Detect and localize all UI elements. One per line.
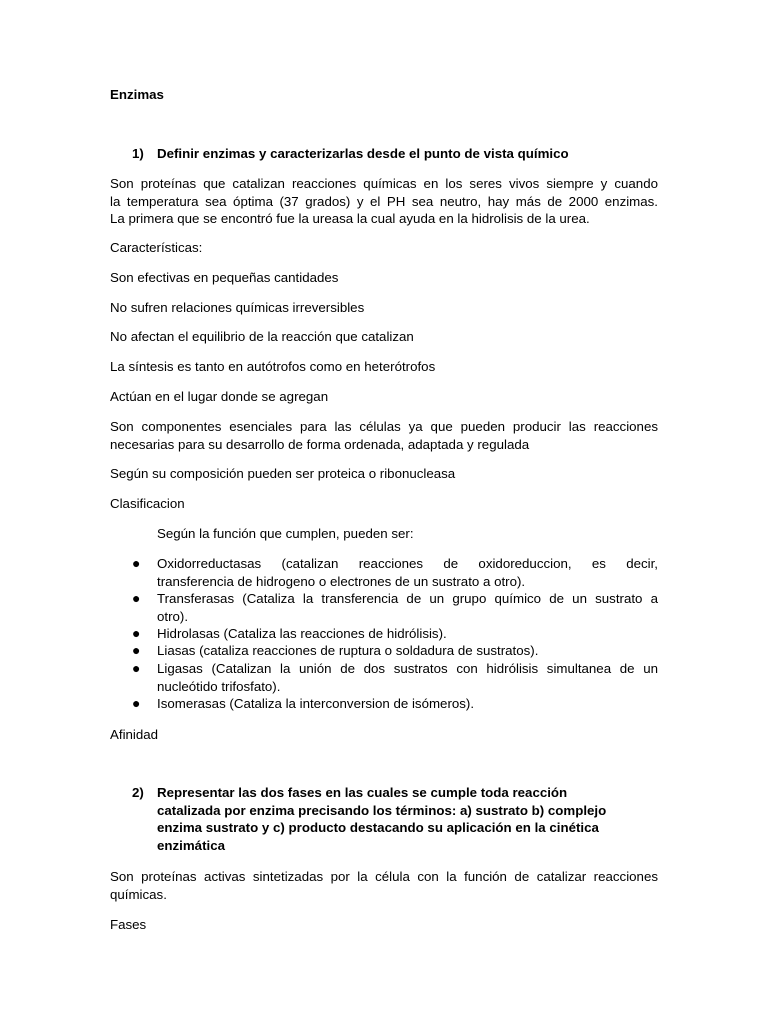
phases-label: Fases bbox=[110, 917, 147, 932]
answer-2-paragraph bbox=[110, 868, 658, 903]
bullet-icon: ● bbox=[132, 555, 141, 571]
characteristic-item: No afectan el equilibrio de la reacción que catalizan bbox=[110, 329, 414, 344]
document-title: Enzimas bbox=[110, 87, 164, 102]
characteristic-item: Son efectivas en pequeñas cantidades bbox=[110, 270, 339, 285]
bullet-item bbox=[157, 642, 658, 660]
bullet-item bbox=[157, 695, 658, 713]
bullet-icon: ● bbox=[132, 590, 141, 606]
bullet-line: Transferasas (Cataliza la transferencia de un grupo químico de un sustrato a bbox=[157, 591, 658, 606]
question-2-heading bbox=[157, 784, 637, 854]
bullet-line: Hidrolasas (Cataliza las reacciones de hidrólisis). bbox=[157, 626, 447, 641]
characteristic-item: Actúan en el lugar donde se agregan bbox=[110, 389, 329, 404]
bullet-icon: ● bbox=[132, 660, 141, 676]
bullet-line: Isomerasas (Cataliza la interconversion de isómeros). bbox=[157, 696, 475, 711]
bullet-line: otro). bbox=[157, 608, 189, 624]
question-1-heading: Definir enzimas y caracterizarlas desde el punto de vista químico bbox=[157, 146, 569, 161]
components-line: Son componentes esenciales para las células ya que pueden producir las reacciones bbox=[110, 419, 658, 434]
classification-label: Clasificacion bbox=[110, 496, 185, 511]
bullet-line: nucleótido trifosfato). bbox=[157, 678, 281, 694]
answer-2-line: Son proteínas activas sintetizadas por la célula con la función de catalizar reacciones bbox=[110, 869, 658, 884]
question-2-number: 2) bbox=[132, 785, 144, 800]
question-2-line: enzimática bbox=[157, 837, 225, 853]
answer-1-paragraph bbox=[110, 175, 658, 228]
components-line: necesarias para su desarrollo de forma ordenada, adaptada y regulada bbox=[110, 436, 530, 452]
question-1-number: 1) bbox=[132, 146, 144, 161]
characteristic-item: La síntesis es tanto en autótrofos como en heterótrofos bbox=[110, 359, 436, 374]
answer-1-line: La primera que se encontró fue la ureasa la cual ayuda en la hidrolisis de la urea. bbox=[110, 211, 590, 226]
bullet-item bbox=[157, 625, 658, 643]
answer-2-line: químicas. bbox=[110, 886, 167, 902]
bullet-icon: ● bbox=[132, 642, 141, 658]
question-2-line: catalizada por enzima precisando los términos: a) sustrato b) complejo bbox=[157, 802, 607, 818]
components-paragraph bbox=[110, 418, 658, 453]
composition-text: Según su composición pueden ser proteica o ribonucleasa bbox=[110, 466, 456, 481]
bullet-item bbox=[157, 555, 658, 590]
bullet-item bbox=[157, 660, 658, 695]
question-2-line: enzima sustrato y c) producto destacando su aplicación en la cinética bbox=[157, 820, 599, 835]
bullet-item bbox=[157, 590, 658, 625]
answer-1-line: Son proteínas que catalizan reacciones químicas en los seres vivos siempre y cuando bbox=[110, 176, 658, 191]
bullet-line: Liasas (cataliza reacciones de ruptura o soldadura de sustratos). bbox=[157, 643, 539, 658]
bullet-line: Ligasas (Catalizan la unión de dos sustratos con hidrólisis simultanea de un bbox=[157, 661, 658, 676]
characteristic-item: No sufren relaciones químicas irreversibles bbox=[110, 300, 365, 315]
characteristics-label: Características: bbox=[110, 240, 203, 255]
bullet-line: transferencia de hidrogeno o electrones de un sustrato a otro). bbox=[157, 573, 526, 589]
bullet-icon: ● bbox=[132, 625, 141, 641]
classification-intro: Según la función que cumplen, pueden ser: bbox=[157, 526, 414, 541]
answer-1-line: la temperatura sea óptima (37 grados) y el PH sea neutro, hay más de 2000 enzimas. bbox=[110, 193, 658, 209]
question-2-line: Representar las dos fases en las cuales se cumple toda reacción bbox=[157, 785, 568, 800]
bullet-line: Oxidorreductasas (catalizan reacciones de oxidoreduccion, es decir, bbox=[157, 556, 658, 571]
affinity-label: Afinidad bbox=[110, 727, 159, 742]
bullet-icon: ● bbox=[132, 695, 141, 711]
